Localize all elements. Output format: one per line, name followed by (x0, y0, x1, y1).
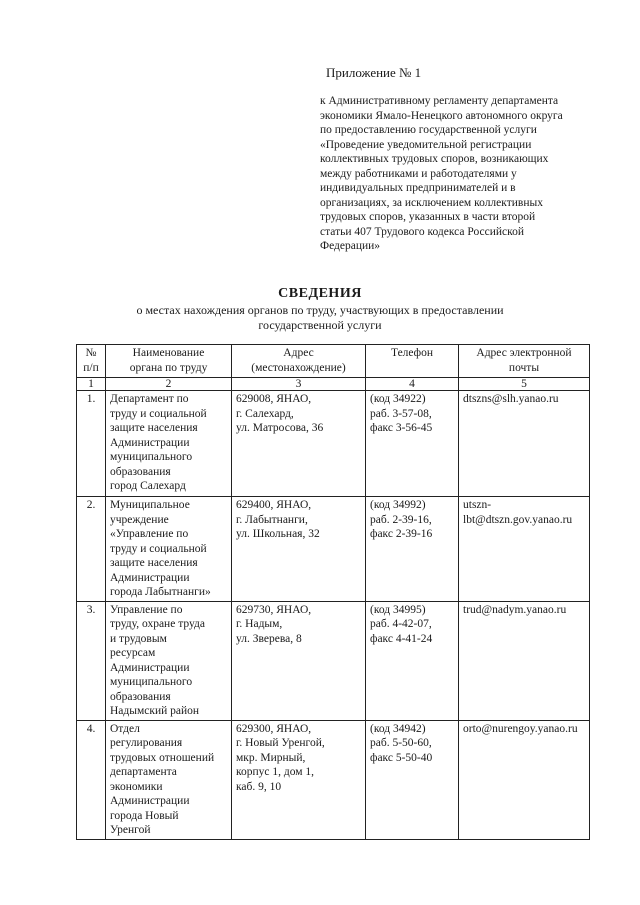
appendix-line: Федерации» (320, 240, 381, 252)
agency-name-line: защите населения (110, 422, 198, 434)
header-num (77, 345, 106, 378)
appendix-line: статьи 407 Трудового кодекса Российской (320, 225, 525, 238)
header-address (232, 345, 366, 378)
agency-phone (366, 391, 459, 497)
row-number-line: 3. (86, 603, 96, 616)
column-number: 2 (106, 378, 232, 391)
column-number-row (77, 378, 590, 391)
document-subtitle (100, 303, 540, 333)
agency-phone (366, 720, 459, 839)
row-number-line: 1. (86, 393, 96, 405)
agency-name-line: защите населения (110, 557, 198, 569)
agency-email (459, 497, 590, 602)
row-number (77, 601, 106, 720)
table-row (77, 391, 590, 497)
header-name (106, 345, 232, 378)
agency-address-line: г. Лабытнанги, (236, 513, 308, 526)
appendix-title: Приложение № 1 (326, 65, 422, 80)
agency-name-line: «Управление по (110, 528, 189, 540)
agency-email-line: utszn- (463, 499, 492, 511)
agency-name-line: Администрации (110, 795, 190, 807)
agency-phone-line: (код 34992) (370, 499, 426, 511)
agency-address-line: 629008, ЯНАО, (236, 393, 312, 405)
row-number-line: 2. (86, 499, 96, 511)
agency-phone-line: факс 5-50-40 (370, 751, 433, 764)
header-line: Наименование (132, 347, 205, 359)
agency-address-line: г. Новый Уренгой, (236, 737, 325, 749)
row-number-line: 4. (86, 722, 96, 735)
agency-email (459, 601, 590, 720)
agency-name (106, 391, 232, 497)
agency-address (232, 497, 366, 602)
appendix-line: между работниками и работодателями у (320, 167, 517, 180)
column-number: 1 (77, 378, 106, 391)
appendix-line: коллективных трудовых споров, возникающих (320, 153, 549, 165)
header-line: Адрес (283, 347, 314, 359)
table-row (77, 497, 590, 602)
agency-name (106, 497, 232, 602)
table-row (77, 601, 590, 720)
appendix-line: к Административному регламенту департамента (320, 95, 559, 107)
agency-address (232, 601, 366, 720)
table-header-row (77, 345, 590, 378)
column-number: 3 (232, 378, 366, 391)
row-number (77, 497, 106, 602)
agency-email-line: dtszns@slh.yanao.ru (463, 393, 559, 405)
header-line: № (85, 347, 97, 359)
agency-name-line: департамента (110, 766, 177, 778)
row-number (77, 720, 106, 839)
agency-phone-line: (код 34942) (370, 722, 426, 735)
agency-phone-line: раб. 3-57-08, (370, 407, 432, 420)
agency-name-line: учреждение (110, 513, 169, 526)
agency-phone-line: факс 2-39-16 (370, 528, 433, 540)
agency-name-line: трудовых отношений (110, 751, 215, 764)
agency-name-line: муниципального (110, 451, 193, 463)
agency-name-line: Администрации (110, 661, 190, 674)
agency-phone-line: (код 34995) (370, 603, 426, 616)
appendix-line: организациях, за исключением коллективных (320, 196, 543, 209)
agency-address-line: мкр. Мирный, (236, 751, 306, 764)
subtitle-line: государственной услуги (258, 318, 382, 332)
agency-phone-line: раб. 2-39-16, (370, 513, 432, 526)
agency-name-line: город Салехард (110, 480, 186, 492)
agency-name-line: образования (110, 690, 171, 703)
agency-email-line: lbt@dtszn.gov.yanao.ru (463, 513, 573, 526)
column-number: 4 (366, 378, 459, 391)
agency-name (106, 601, 232, 720)
agency-phone-line: раб. 4-42-07, (370, 618, 432, 630)
agency-name-line: регулирования (110, 737, 183, 749)
agency-name (106, 720, 232, 839)
agency-address-line: г. Надым, (236, 618, 283, 630)
appendix-line: по предоставлению государственной услуги (320, 124, 537, 136)
agency-address-line: 629400, ЯНАО, (236, 499, 312, 511)
agency-name-line: Отдел (110, 722, 140, 735)
agency-phone-line: (код 34922) (370, 393, 426, 405)
appendix-line: «Проведение уведомительной регистрации (320, 138, 532, 151)
header-line: почты (508, 361, 540, 374)
agency-email (459, 720, 590, 839)
agency-name-line: Уренгой (110, 824, 151, 836)
agency-phone-line: факс 3-56-45 (370, 422, 433, 434)
agency-phone-line: раб. 5-50-60, (370, 737, 432, 749)
agency-name-line: города Лабытнанги» (110, 586, 211, 598)
agency-name-line: Надымский район (110, 705, 200, 717)
agency-email (459, 391, 590, 497)
agency-name-line: Управление по (110, 603, 183, 616)
agency-email-line: trud@nadym.yanao.ru (463, 603, 567, 616)
header-line: (местонахождение) (251, 361, 346, 374)
agency-name-line: экономики (110, 780, 163, 793)
column-number: 5 (459, 378, 590, 391)
agency-email-line: orto@nurengoy.yanao.ru (463, 722, 578, 735)
agency-name-line: труду и социальной (110, 542, 207, 555)
agency-name-line: Муниципальное (110, 499, 190, 511)
agency-name-line: образования (110, 465, 171, 478)
subtitle-line: о местах нахождения органов по труду, участвующих в предоставлении (136, 303, 504, 317)
row-number (77, 391, 106, 497)
agency-address-line: ул. Зверева, 8 (236, 632, 302, 645)
header-line: органа по труду (129, 361, 208, 374)
agencies-table (76, 344, 590, 840)
appendix-line: трудовых споров, указанных в части второй (320, 211, 536, 223)
agency-name-line: города Новый (110, 809, 179, 822)
agency-phone (366, 497, 459, 602)
agency-address-line: г. Салехард, (236, 407, 294, 420)
agency-address-line: 629300, ЯНАО, (236, 722, 312, 735)
agency-name-line: муниципального (110, 676, 193, 688)
appendix-line: экономики Ямало-Ненецкого автономного округа (320, 109, 563, 122)
agency-address (232, 391, 366, 497)
agency-address-line: 629730, ЯНАО, (236, 603, 312, 616)
agency-name-line: и трудовым (110, 632, 167, 645)
header-line: Адрес электронной (476, 347, 572, 359)
header-line: Телефон (390, 347, 434, 359)
agency-address-line: ул. Школьная, 32 (236, 528, 320, 540)
agency-name-line: ресурсам (110, 647, 156, 659)
appendix-text (320, 94, 620, 254)
agency-name-line: труду и социальной (110, 407, 207, 420)
agency-name-line: Администрации (110, 571, 190, 584)
header-phone (366, 345, 459, 378)
agency-name-line: Администрации (110, 436, 190, 449)
header-email (459, 345, 590, 378)
table-row (77, 720, 590, 839)
agency-address-line: каб. 9, 10 (236, 780, 282, 793)
agency-phone-line: факс 4-41-24 (370, 632, 433, 645)
agency-phone (366, 601, 459, 720)
document-title: СВЕДЕНИЯ (278, 286, 362, 301)
header-line: п/п (83, 361, 99, 374)
agency-address (232, 720, 366, 839)
agency-address-line: корпус 1, дом 1, (236, 766, 315, 778)
appendix-line: индивидуальных предпринимателей и в (320, 182, 516, 194)
agency-name-line: Департамент по (110, 393, 189, 405)
agency-name-line: труду, охране труда (110, 618, 205, 630)
agency-address-line: ул. Матросова, 36 (236, 422, 324, 434)
